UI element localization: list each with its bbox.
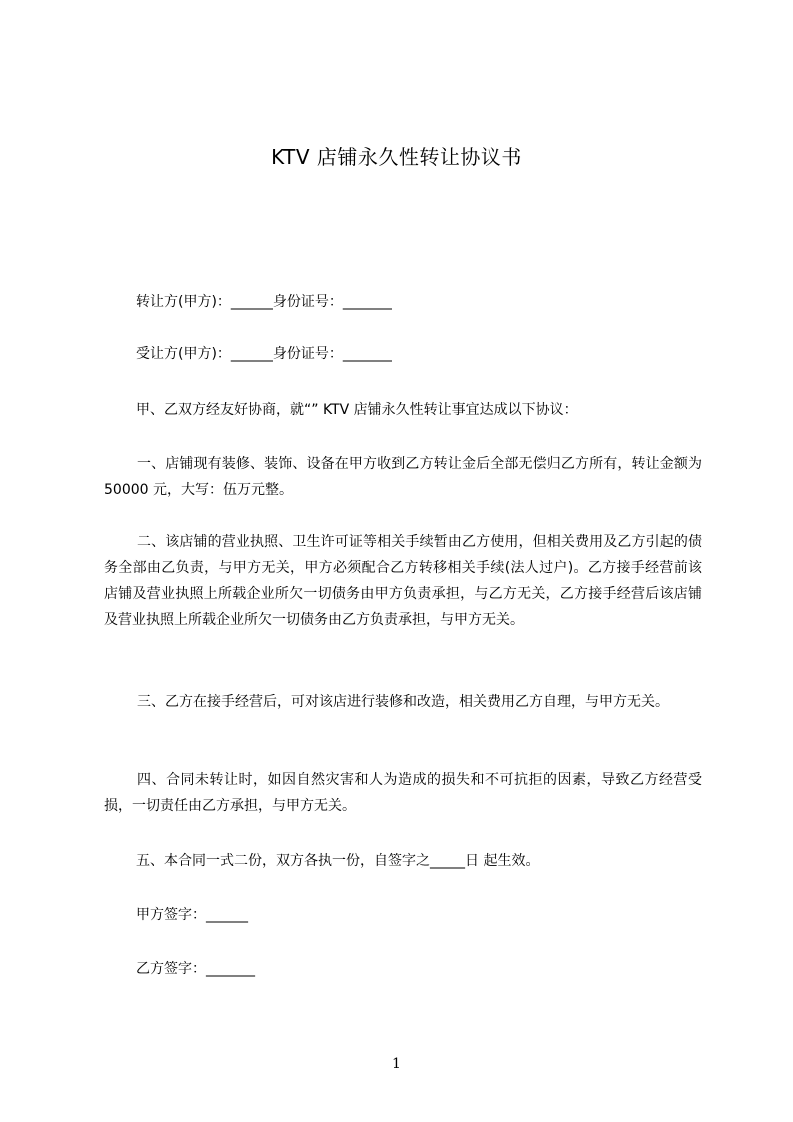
transferee-line: 受让方(甲方)：______身份证号：_______ (136, 346, 392, 362)
clause-1: 一、店铺现有装修、装饰、设备在甲方收到乙方转让金后全部无偿归乙方所有，转让金额为 50000 元，大写：伍万元整。 (104, 456, 702, 498)
signature-party-b: 乙方签字：_______ (136, 961, 255, 977)
page-number: 1 (392, 1056, 401, 1072)
intro-paragraph: 甲、乙双方经友好协商，就“” KTV 店铺永久性转让事宜达成以下协议： (136, 402, 578, 418)
clause-3: 三、乙方在接手经营后，可对该店进行装修和改造，相关费用乙方自理，与甲方无关。 (137, 694, 669, 710)
clause-2: 二、该店铺的营业执照、卫生许可证等相关手续暂由乙方使用，但相关费用及乙方引起的债务全部由乙负责，与甲方无关，甲方必须配合乙方转移相关手续(法人过户)。乙方接手经营前该店铺及营业执照上所载企业所欠一切债务由甲方负责承担，与乙方无关，乙方接手经营后该店铺及营业执照上所载企业所欠一切债务由乙方负责承担，与甲方无关。 (104, 534, 702, 628)
transferor-line: 转让方(甲方)：______身份证号：_______ (136, 294, 392, 310)
clause-4: 四、合同未转让时，如因自然灾害和人为造成的损失和不可抗拒的因素，导致乙方经营受损，一切责任由乙方承担，与甲方无关。 (104, 772, 702, 814)
signature-party-a: 甲方签字：______ (136, 907, 248, 923)
page-title: KTV 店铺永久性转让协议书 (271, 145, 522, 169)
clause-5: 五、本合同一式二份，双方各执一份，自签字之_____日 起生效。 (136, 853, 540, 869)
